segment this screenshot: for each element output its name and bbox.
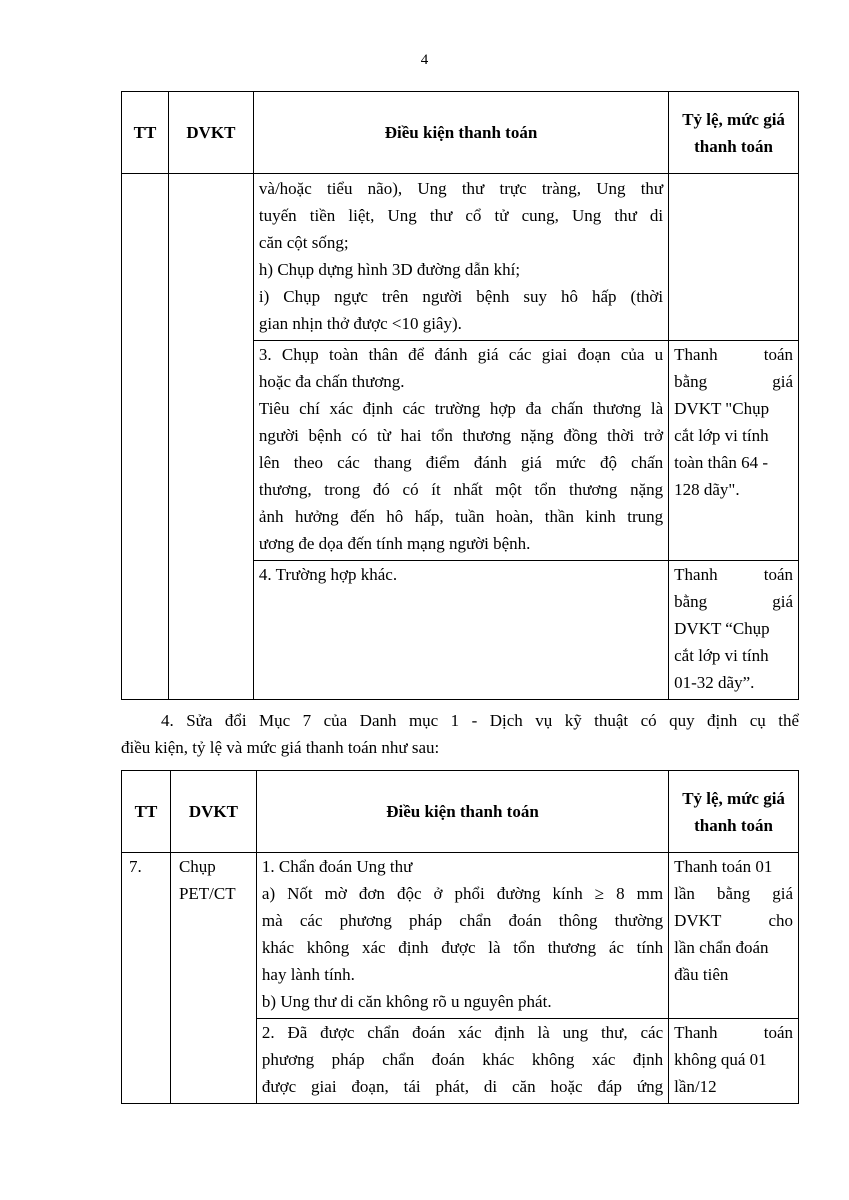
condition-line: được giai đoạn, tái phát, di căn hoặc đáp ứng — [261, 1077, 664, 1096]
header-tt: TT — [122, 771, 171, 853]
amendment-paragraph — [121, 707, 799, 761]
table-row — [122, 853, 799, 1019]
condition-cell — [253, 341, 668, 561]
rate-line: cắt lớp vi tính — [674, 426, 769, 445]
rate-line: 128 dãy". — [674, 480, 740, 499]
condition-cell — [253, 561, 668, 700]
table-1 — [121, 91, 799, 700]
condition-line: ảnh hưởng đến hô hấp, tuần hoàn, thần kinh trung — [258, 507, 664, 526]
condition-line: 1. Chẩn đoán Ung thư — [261, 857, 413, 876]
rate-cell — [669, 341, 799, 561]
condition-line: b) Ung thư di căn không rõ u nguyên phát. — [261, 992, 552, 1011]
rate-line: DVKT “Chụp — [674, 619, 770, 638]
condition-line: phương pháp chẩn đoán khác không xác định — [261, 1050, 664, 1069]
condition-line: h) Chụp dựng hình 3D đường dẫn khí; — [258, 260, 521, 279]
condition-line: a) Nốt mờ đơn độc ở phổi đường kính ≥ 8 mm — [261, 884, 664, 903]
dvkt-cell — [168, 174, 253, 700]
tt-cell: 7. — [122, 853, 171, 1104]
rate-line: Thanh toán — [674, 565, 793, 584]
rate-line: 01-32 dãy”. — [674, 673, 755, 692]
rate-cell — [669, 1019, 799, 1104]
paragraph-line: 4. Sửa đổi Mục 7 của Danh mục 1 - Dịch vụ kỹ thuật có quy định cụ thể — [161, 711, 799, 730]
header-rate: Tỷ lệ, mức giá thanh toán — [669, 92, 799, 174]
condition-line: tuyến tiền liệt, Ung thư cổ tử cung, Ung thư di — [258, 206, 664, 225]
condition-line: 4. Trường hợp khác. — [258, 565, 398, 584]
header-condition: Điều kiện thanh toán — [253, 92, 668, 174]
rate-cell — [669, 561, 799, 700]
page-number: 4 — [420, 52, 429, 68]
condition-line: căn cột sống; — [258, 233, 349, 252]
table-row — [122, 174, 799, 341]
condition-cell — [253, 174, 668, 341]
condition-cell — [256, 1019, 668, 1104]
condition-cell — [256, 853, 668, 1019]
condition-line: Tiêu chí xác định các trường hợp đa chấn thương là — [258, 399, 664, 418]
condition-line: i) Chụp ngực trên người bệnh suy hô hấp (thời — [258, 287, 664, 306]
table-header-row — [122, 771, 799, 853]
dvkt-cell — [170, 853, 256, 1104]
condition-line: gian nhịn thở được <10 giây). — [258, 314, 462, 333]
header-condition: Điều kiện thanh toán — [256, 771, 668, 853]
condition-line: ương đe dọa đến tính mạng người bệnh. — [258, 534, 531, 553]
condition-line: hay lành tính. — [261, 965, 355, 984]
condition-line: 2. Đã được chẩn đoán xác định là ung thư, các — [261, 1023, 664, 1042]
tt-cell — [122, 174, 169, 700]
rate-line: lần chẩn đoán — [674, 938, 769, 957]
condition-line: lên theo các thang điểm đánh giá mức độ chấn — [258, 453, 664, 472]
condition-line: người bệnh có từ hai tổn thương nặng đồng thời trở — [258, 426, 664, 445]
paragraph-line: điều kiện, tỷ lệ và mức giá thanh toán như sau: — [121, 738, 440, 757]
header-tt: TT — [122, 92, 169, 174]
dvkt-line: PET/CT — [178, 884, 236, 903]
condition-line: và/hoặc tiểu não), Ung thư trực tràng, Ung thư — [258, 179, 664, 198]
rate-line: lần bằng giá — [674, 884, 793, 903]
dvkt-line: Chụp — [178, 857, 216, 876]
condition-line: mà các phương pháp chẩn đoán thông thường — [261, 911, 664, 930]
header-dvkt: DVKT — [168, 92, 253, 174]
rate-line: DVKT "Chụp — [674, 399, 770, 418]
table-header-row — [122, 92, 799, 174]
condition-line: hoặc đa chấn thương. — [258, 372, 405, 391]
rate-line: Thanh toán — [674, 1023, 793, 1042]
rate-line: bằng giá — [674, 372, 793, 391]
condition-line: thương, trong đó có ít nhất một tổn thương nặng — [258, 480, 664, 499]
rate-line: Thanh toán 01 — [674, 857, 773, 876]
header-rate: Tỷ lệ, mức giá thanh toán — [669, 771, 799, 853]
rate-line: không quá 01 — [674, 1050, 767, 1069]
rate-cell — [669, 174, 799, 341]
header-dvkt: DVKT — [170, 771, 256, 853]
table-2 — [121, 770, 799, 1104]
rate-line: đầu tiên — [674, 965, 729, 984]
condition-line: 3. Chụp toàn thân để đánh giá các giai đoạn của u — [258, 345, 664, 364]
rate-line: bằng giá — [674, 592, 793, 611]
rate-line: toàn thân 64 - — [674, 453, 769, 472]
rate-line: lần/12 — [674, 1077, 717, 1096]
rate-cell — [669, 853, 799, 1019]
rate-line: cắt lớp vi tính — [674, 646, 769, 665]
condition-line: khác không xác định được là tổn thương ác tính — [261, 938, 664, 957]
rate-line: Thanh toán — [674, 345, 793, 364]
rate-line: DVKT cho — [674, 911, 793, 930]
